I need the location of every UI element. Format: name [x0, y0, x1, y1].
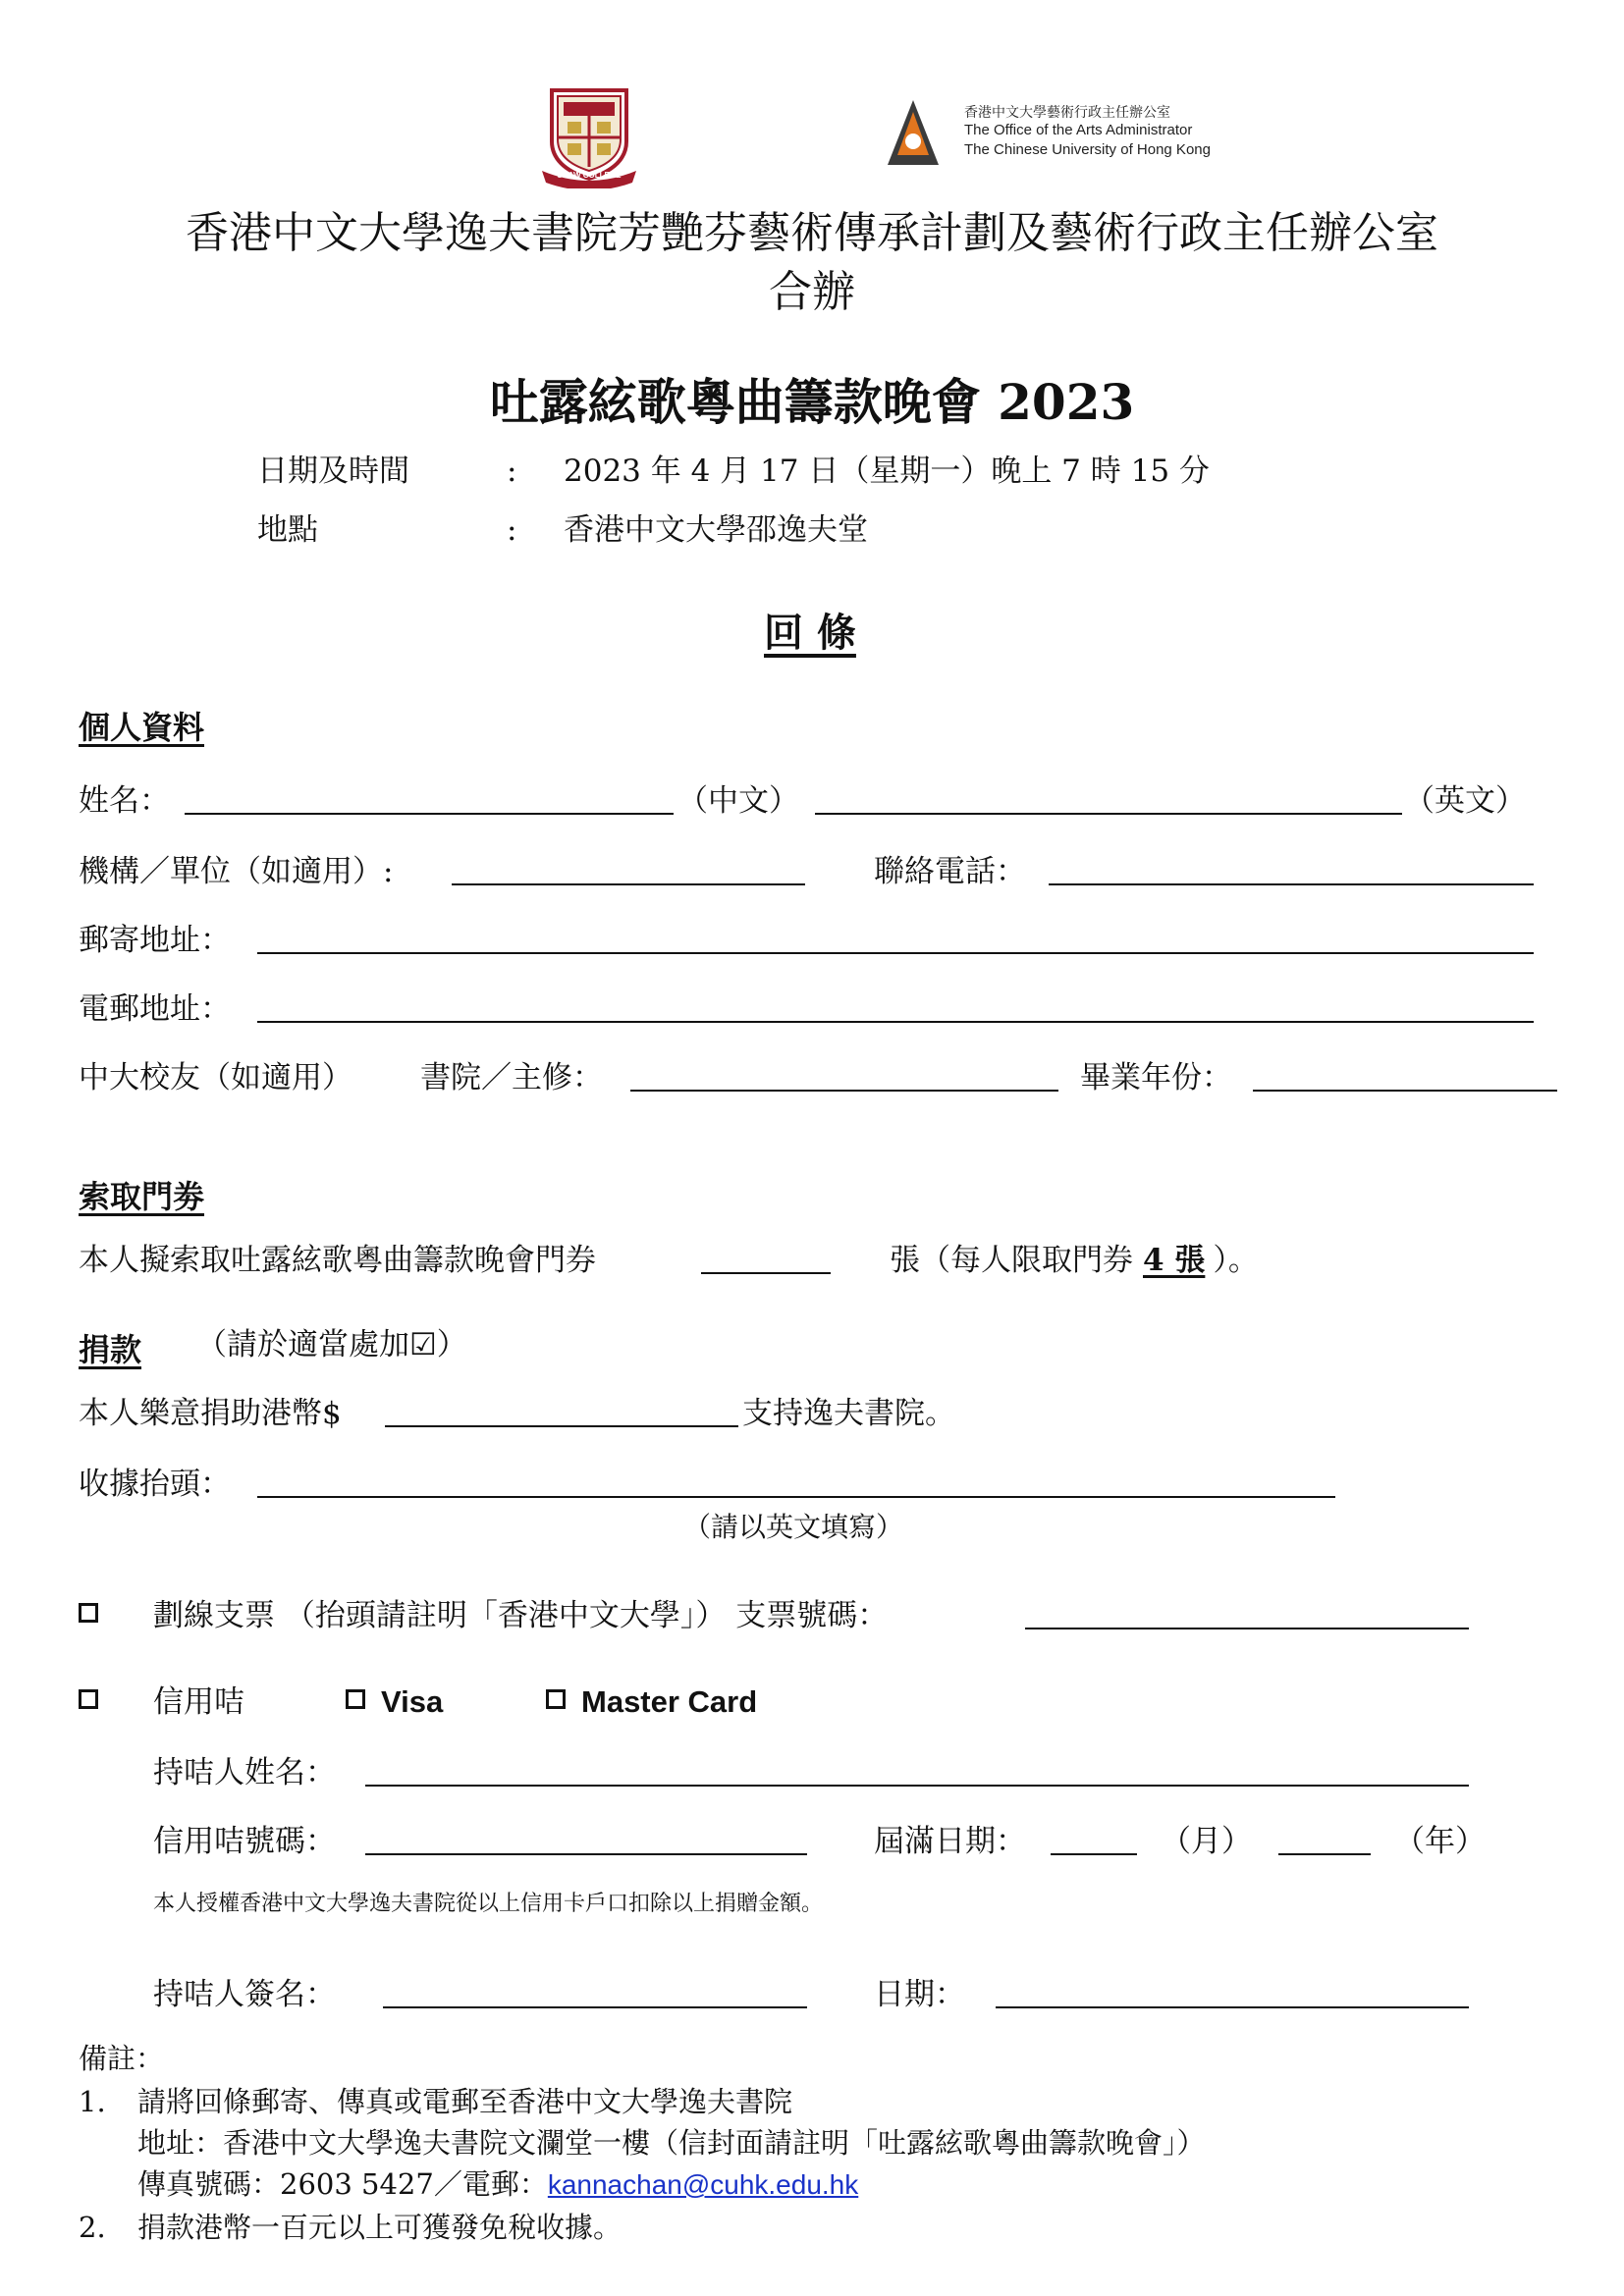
- arts-office-name-zh: 香港中文大學藝術行政主任辦公室: [964, 105, 1170, 121]
- email-label: 電郵地址：: [79, 991, 231, 1027]
- card-number-field[interactable]: [365, 1853, 807, 1855]
- email-link[interactable]: kannachan@cuhk.edu.hk: [547, 2169, 859, 2200]
- organizer-line-2: 合辦: [769, 267, 855, 317]
- org-label: 機構／單位（如適用）:: [79, 854, 394, 889]
- arts-office-logo: [886, 98, 1239, 169]
- receipt-label: 收據抬頭：: [79, 1467, 231, 1502]
- note-1-number: 1.: [79, 2085, 106, 2118]
- grad-year-field[interactable]: [1253, 1090, 1557, 1092]
- form-title: 回 條: [764, 610, 856, 656]
- note-2-text: 捐款港幣一百元以上可獲發免稅收據。: [137, 2211, 623, 2244]
- chinese-name-field[interactable]: [185, 813, 674, 815]
- receipt-name-field[interactable]: [257, 1496, 1335, 1498]
- alumni-label: 中大校友（如適用）: [79, 1060, 352, 1095]
- arts-office-name-en-1: The Office of the Arts Administrator: [964, 122, 1193, 138]
- venue-value: 香港中文大學邵逸夫堂: [564, 512, 868, 548]
- card-number-label: 信用咭號碼：: [153, 1824, 336, 1859]
- cheque-checkbox[interactable]: [79, 1604, 98, 1625]
- signature-label: 持咭人簽名：: [153, 1977, 336, 2012]
- note-1-contact: [137, 2165, 858, 2204]
- donation-amount-field[interactable]: [385, 1425, 738, 1427]
- cheque-number-field[interactable]: [1025, 1628, 1469, 1629]
- cheque-checkbox-box: [79, 1603, 98, 1623]
- credit-card-checkbox[interactable]: [79, 1690, 98, 1711]
- note-1-text: 請將回條郵寄、傳真或電郵至香港中文大學逸夫書院: [137, 2085, 793, 2118]
- note-1-fax: 傳真號碼：2603 5427／電郵：: [137, 2167, 548, 2201]
- holder-name-field[interactable]: [365, 1785, 1469, 1787]
- visa-checkbox-box: [346, 1689, 365, 1709]
- signature-date-field[interactable]: [996, 2006, 1469, 2008]
- english-name-field[interactable]: [815, 813, 1402, 815]
- ticket-request-prefix: 本人擬索取吐露絃歌粵曲籌款晚會門券: [79, 1243, 596, 1278]
- expiry-year-label: （年）: [1394, 1824, 1486, 1859]
- visa-label: Visa: [381, 1684, 444, 1719]
- date-value: 2023 年 4 月 17 日（星期一）晚上 7 時 15 分: [564, 454, 1210, 489]
- note-2-number: 2.: [79, 2211, 106, 2244]
- ticket-quantity-field[interactable]: [701, 1272, 831, 1274]
- note-1-address: 地址：香港中文大學逸夫書院文瀾堂一樓（信封面請註明「吐露絃歌粵曲籌款晚會」）: [137, 2126, 1206, 2160]
- venue-colon: :: [507, 512, 517, 548]
- grad-year-label: 畢業年份：: [1080, 1060, 1232, 1095]
- ticket-limit: 4 張: [1143, 1243, 1206, 1278]
- mastercard-label: Master Card: [581, 1684, 758, 1719]
- expiry-month-field[interactable]: [1051, 1853, 1137, 1855]
- signature-field[interactable]: [383, 2006, 807, 2008]
- pledge-prefix: 本人樂意捐助港幣$: [79, 1396, 342, 1431]
- pledge-suffix: 支持逸夫書院。: [742, 1396, 955, 1431]
- email-field[interactable]: [257, 1021, 1534, 1023]
- organizer-line-1: 香港中文大學逸夫書院芳艷芬藝術傳承計劃及藝術行政主任辦公室: [186, 208, 1438, 258]
- credit-card-label: 信用咭: [153, 1684, 244, 1720]
- expiry-month-label: （月）: [1161, 1824, 1252, 1859]
- date-colon: :: [507, 454, 517, 489]
- personal-section-title: 個人資料: [79, 709, 205, 746]
- donation-section-title: 捐款: [79, 1331, 142, 1368]
- signature-date-label: 日期：: [874, 1977, 965, 2012]
- ticket-limit-text-a: 張（每人限取門券: [890, 1243, 1133, 1278]
- expiry-label: 屆滿日期：: [874, 1824, 1026, 1859]
- phone-label: 聯絡電話：: [874, 854, 1026, 889]
- ticket-limit-text-b: ）。: [1213, 1243, 1259, 1278]
- credit-card-checkbox-box: [79, 1689, 98, 1709]
- address-label: 郵寄地址：: [79, 923, 231, 958]
- receipt-note: （請以英文填寫）: [683, 1511, 904, 1543]
- visa-checkbox[interactable]: [346, 1690, 365, 1711]
- english-name-suffix: （英文）: [1404, 783, 1526, 819]
- chinese-name-suffix: （中文）: [677, 783, 799, 819]
- college-label: 書院／主修：: [420, 1060, 603, 1095]
- authorization-text: 本人授權香港中文大學逸夫書院從以上信用卡戶口扣除以上捐贈金額。: [153, 1892, 824, 1916]
- notes-title: 備註：: [79, 2042, 165, 2075]
- arts-office-triangle-icon: [886, 98, 941, 167]
- donation-instruction: （請於適當處加☑）: [196, 1327, 467, 1362]
- org-field[interactable]: [452, 883, 805, 885]
- date-label: 日期及時間: [257, 454, 409, 489]
- expiry-year-field[interactable]: [1278, 1853, 1371, 1855]
- holder-name-label: 持咭人姓名：: [153, 1755, 336, 1790]
- college-field[interactable]: [630, 1090, 1058, 1092]
- name-label: 姓名：: [79, 783, 170, 819]
- shaw-college-banner-text: SHAW COLLEGE: [557, 171, 622, 180]
- tickets-section-title: 索取門劵: [79, 1178, 205, 1215]
- event-title: 吐露絃歌粵曲籌款晚會 2023: [489, 373, 1135, 431]
- mastercard-checkbox[interactable]: [546, 1690, 566, 1711]
- phone-field[interactable]: [1049, 883, 1534, 885]
- shaw-college-crest-logo: [538, 84, 640, 188]
- venue-label: 地點: [257, 512, 318, 548]
- arts-office-name-en-2: The Chinese University of Hong Kong: [964, 141, 1211, 158]
- cheque-label: 劃線支票 （抬頭請註明「香港中文大學」） 支票號碼：: [153, 1598, 889, 1633]
- ticket-request-suffix: [890, 1241, 1259, 1280]
- mastercard-checkbox-box: [546, 1689, 566, 1709]
- address-field[interactable]: [257, 952, 1534, 954]
